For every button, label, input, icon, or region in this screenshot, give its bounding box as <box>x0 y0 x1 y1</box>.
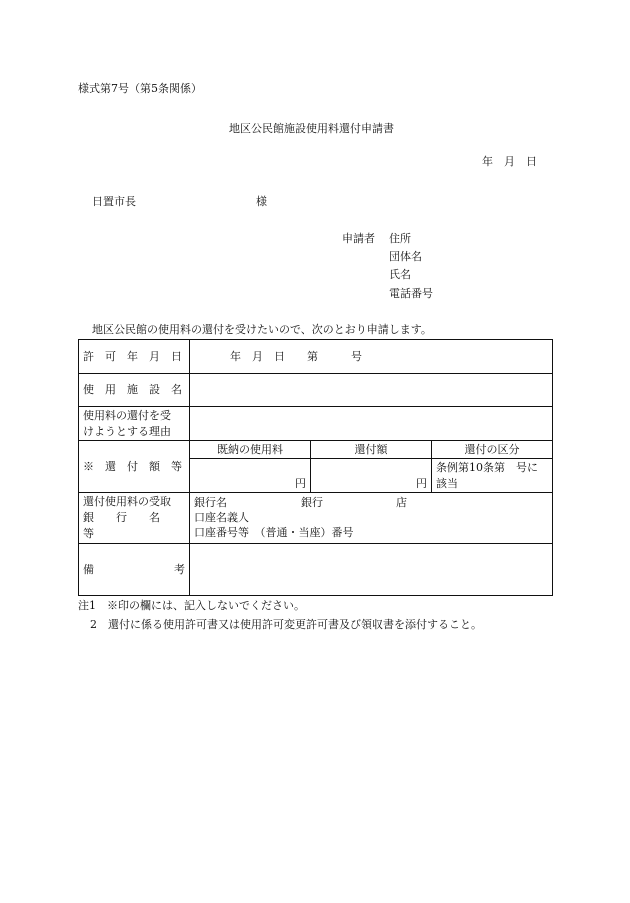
applicant-role: 申請者 <box>342 232 375 245</box>
remarks-row <box>79 543 553 595</box>
yen-unit: 円 <box>416 477 427 490</box>
bank-name-label: 銀行名 <box>194 495 227 509</box>
reason-row <box>79 407 553 441</box>
paid-amount-field[interactable] <box>190 459 311 493</box>
facility-row <box>79 374 553 407</box>
note-1: 注1 ※印の欄には、記入しないでください。 <box>78 599 305 612</box>
refund-category-field[interactable]: 条例第10条第 号に 該当 <box>432 459 553 493</box>
reason-field[interactable] <box>190 407 553 441</box>
branch-word: 店 <box>396 495 407 509</box>
intro-sentence: 地区公民館の使用料の還付を受けたいので、次のとおり申請します。 <box>92 323 432 336</box>
permit-date-row <box>79 340 553 374</box>
addressee: 日置市長 <box>92 195 136 208</box>
permit-date-field[interactable]: 年 月 日 第 号 <box>190 340 553 374</box>
account-holder-label: 口座名義人 <box>194 510 249 524</box>
account-number-label: 口座番号等 （普通・当座）番号 <box>194 525 354 539</box>
form-number: 様式第7号（第5条関係） <box>78 82 202 95</box>
bank-field[interactable] <box>190 492 553 543</box>
refund-amount-field[interactable] <box>311 459 432 493</box>
honorific: 様 <box>256 195 267 208</box>
permit-date-label: 許 可 年 月 日 <box>79 340 190 374</box>
application-table <box>78 339 553 596</box>
facility-label: 使 用 施 設 名 <box>79 374 190 407</box>
bank-row <box>79 492 553 543</box>
date-line: 年 月 日 <box>482 155 537 168</box>
yen-unit: 円 <box>295 477 306 490</box>
refund-label: ※ 還 付 額 等 <box>79 441 190 493</box>
facility-field[interactable] <box>190 374 553 407</box>
remarks-field[interactable] <box>190 543 553 595</box>
col-paid-header: 既納の使用料 <box>190 441 311 459</box>
refund-header-row <box>79 441 553 459</box>
document-title: 地区公民館施設使用料還付申請書 <box>229 122 394 135</box>
col-refund-header: 還付額 <box>311 441 432 459</box>
applicant-address-label: 住所 <box>389 232 411 245</box>
applicant-org-label: 団体名 <box>389 250 422 263</box>
remarks-label: 備 考 <box>79 543 190 595</box>
note-2: 2 還付に係る使用許可書又は使用許可変更許可書及び領収書を添付すること。 <box>90 618 482 631</box>
applicant-phone-label: 電話番号 <box>389 287 433 300</box>
bank-word: 銀行 <box>301 495 323 509</box>
bank-label: 還付使用料の受取 銀 行 名 等 <box>79 492 190 543</box>
reason-label: 使用料の還付を受 けようとする理由 <box>79 407 190 441</box>
col-category-header: 還付の区分 <box>432 441 553 459</box>
applicant-name-label: 氏名 <box>389 268 411 281</box>
